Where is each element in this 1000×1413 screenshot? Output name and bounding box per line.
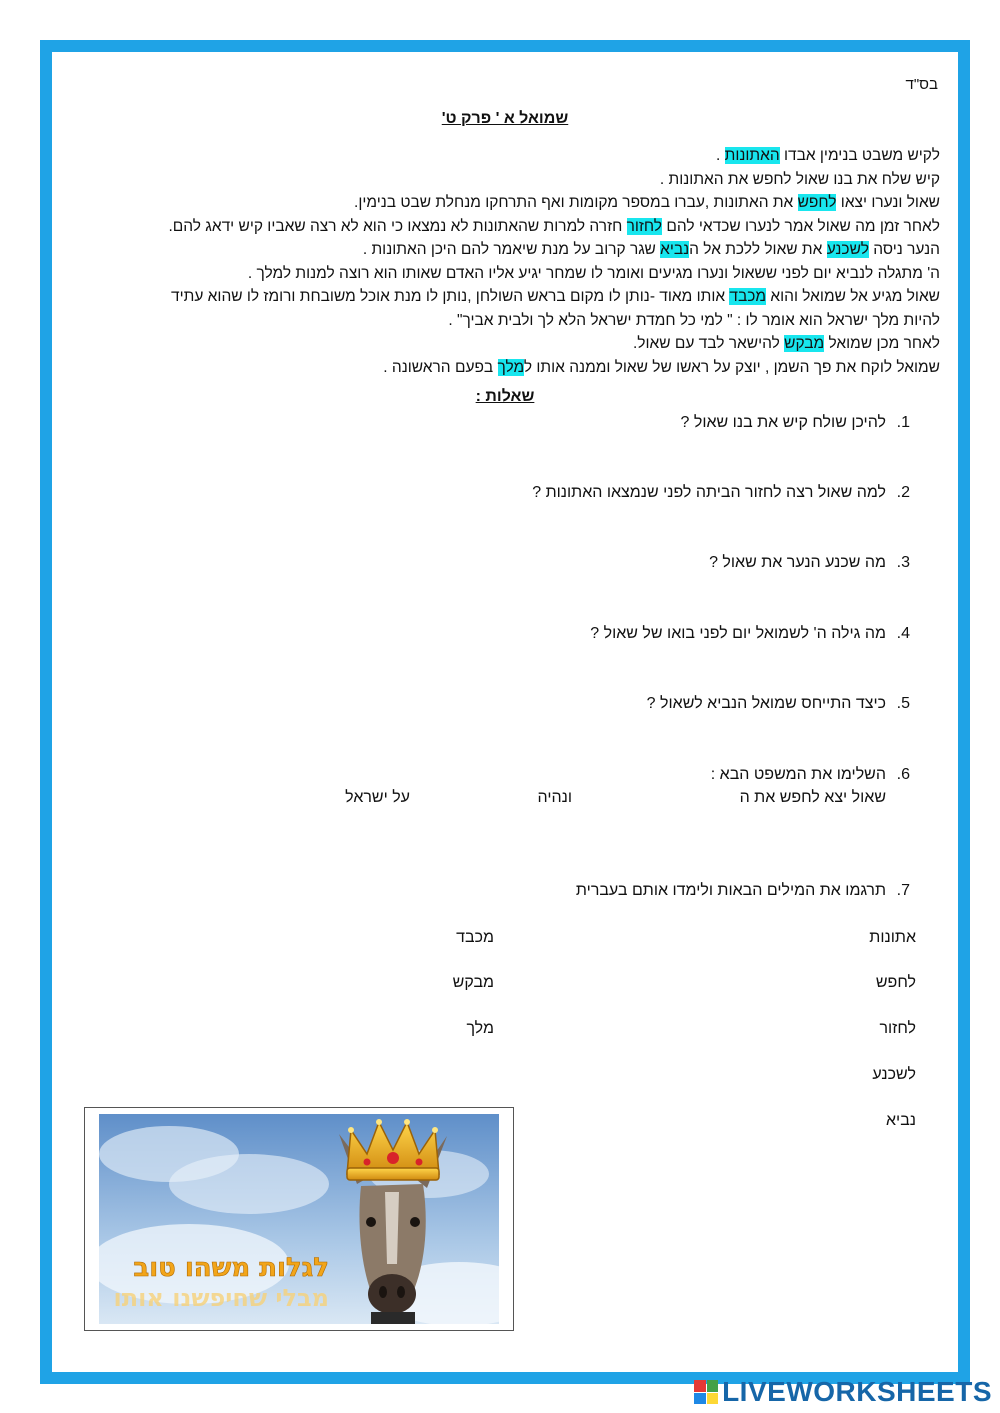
- question-6: 6.השלימו את המשפט הבא :: [710, 766, 910, 783]
- question-5: 5.כיצד התייחס שמואל הנביא לשאול ?: [646, 695, 910, 712]
- bsd-mark: בס"ד: [905, 76, 938, 93]
- story-line-3: שאול ונערו יצאו לחפש את האתונות ,עברו במספר מקומות ואף התרחקו מנחלת שבט בנימין.: [354, 194, 940, 211]
- questions-title: שאלות :: [475, 388, 535, 405]
- question-7: 7.תרגמו את המילים הבאות ולימדו אותם בעברית: [575, 882, 910, 899]
- vocab-word: אתונות: [869, 929, 916, 946]
- page-title: שמואל א ' פרק ט': [441, 110, 569, 127]
- story-line-4: לאחר זמן מה שאול אמר לנערו שכדאי להם לחזור חזרה למרות שהאתונות לא נמצאו כי הוא לא רצה שאביו קיש ידאג להם.: [168, 217, 940, 235]
- story-line-10: שמואל לוקח את פך השמן , יוצק על ראשו של שאול וממנה אותו למלך בפעם הראשונה .: [383, 358, 940, 376]
- fill-sentence-part-1: שאול יצא לחפש את ה: [739, 789, 886, 806]
- highlight-word: מלך: [497, 358, 525, 376]
- vocab-word: לחפש: [875, 974, 916, 991]
- highlight-word: לחפש: [797, 194, 837, 211]
- vocab-word: מכבד: [456, 929, 494, 946]
- vocab-word: מלך: [466, 1020, 494, 1037]
- question-1: 1.להיכן שולח קיש את בנו שאול ?: [680, 414, 910, 431]
- story-line-1: לקיש משבט בנימין אבדו האתונות .: [715, 147, 940, 164]
- question-2: 2.למה שאול רצה לחזור הביתה לפני שנמצאו האתונות ?: [532, 484, 910, 501]
- question-3: 3.מה שכנע הנער את שאול ?: [709, 554, 910, 571]
- vocab-word: לשכנע: [872, 1066, 916, 1083]
- story-paragraph: [60, 144, 940, 379]
- highlight-word: נביא: [660, 241, 690, 258]
- story-line-2: קיש שלח את בנו שאול לחפש את האתונות .: [659, 170, 940, 188]
- highlight-word: לחזור: [626, 217, 663, 235]
- fill-sentence-part-3: על ישראל: [345, 789, 410, 806]
- highlight-word: מכבד: [729, 288, 767, 305]
- vocab-word: לחזור: [879, 1020, 916, 1037]
- image-caption-line-2: מבלי שחיפשנו אותו: [113, 1284, 329, 1312]
- question-4: 4.מה גילה ה' לשמואל יום לפני בואו של שאול ?: [590, 625, 910, 642]
- donkey-king-image: [84, 1107, 514, 1331]
- story-line-5: הנער ניסה לשכנע את שאול ללכת אל הנביא שגר קרוב על מנת שיאמר להם היכן האתונות .: [362, 241, 940, 258]
- liveworksheets-logo: [694, 1376, 992, 1408]
- brand-name: LIVEWORKSHEETS: [722, 1376, 992, 1407]
- logo-badge-icon: [694, 1380, 718, 1404]
- story-line-6: ה' מתגלה לנביא יום לפני ששאול ונערו מגיעים ואומר לו שמחר יגיע אליו האדם שאותו הוא רוצה למנות למלך .: [247, 264, 940, 282]
- image-caption-line-1: לגלות משהו טוב: [133, 1253, 329, 1283]
- highlight-word: לשכנע: [826, 241, 869, 258]
- worksheet-frame: [40, 40, 970, 1384]
- highlight-word: האתונות: [724, 147, 780, 164]
- highlight-word: מבקש: [784, 335, 825, 352]
- fill-sentence-part-2: ונהיה: [537, 789, 572, 806]
- story-line-7: שאול מגיע אל שמואל והוא מכבד אותו מאוד -נותן לו מקום בראש השולחן ,נותן לו מנת אוכל משובחת ורומז לו שהוא עתיד: [171, 288, 940, 305]
- story-line-8: להיות מלך ישראל הוא אומר לו : " למי כל חמדת ישראל הלא לך ולבית אביך" .: [448, 311, 940, 329]
- vocab-word: מבקש: [452, 974, 494, 991]
- vocab-word: נביא: [886, 1112, 916, 1129]
- donkey-with-crown-illustration: [99, 1114, 499, 1324]
- story-line-9: לאחר מכן שמואל מבקש להישאר לבד עם שאול.: [632, 335, 940, 352]
